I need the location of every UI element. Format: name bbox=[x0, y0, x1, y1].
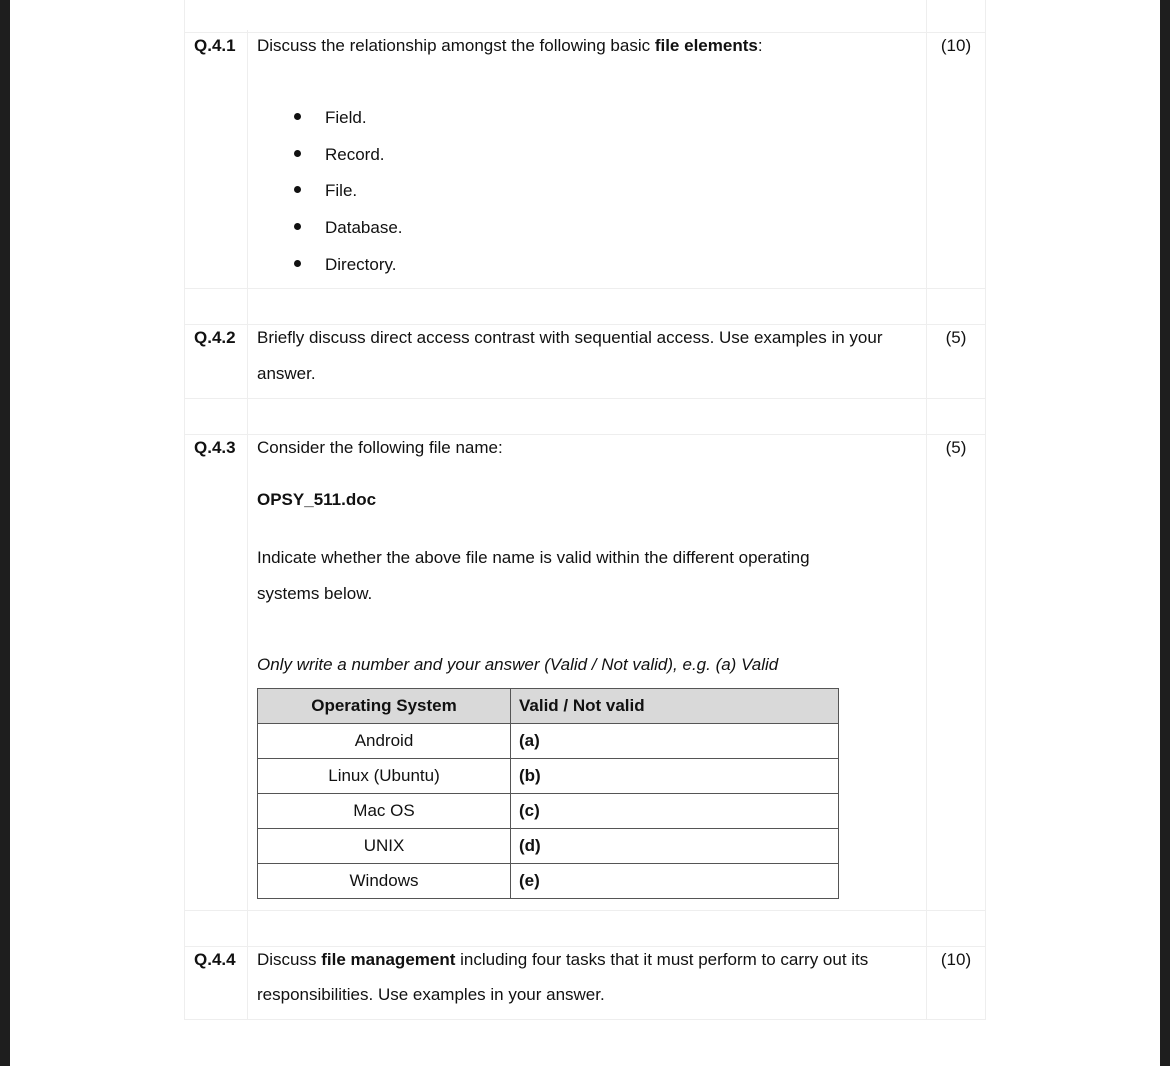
list-item: Field. bbox=[294, 108, 367, 128]
question-text: Discuss the relationship amongst the following basic file elements: bbox=[257, 36, 763, 55]
column-header-valid: Valid / Not valid bbox=[511, 689, 839, 724]
answer-label: (a) bbox=[511, 724, 839, 759]
question-text: systems below. bbox=[257, 584, 373, 603]
table-row bbox=[258, 794, 839, 829]
list-item: Directory. bbox=[294, 255, 396, 275]
question-marks: (5) bbox=[945, 328, 967, 347]
table-row bbox=[258, 829, 839, 864]
guide-line bbox=[184, 1019, 986, 1020]
bullet-icon bbox=[294, 113, 301, 120]
bullet-icon bbox=[294, 260, 301, 267]
question-number: Q.4.4 bbox=[194, 950, 236, 969]
question-text: responsibilities. Use examples in your answer. bbox=[257, 985, 605, 1004]
question-number: Q.4.2 bbox=[194, 328, 236, 347]
question-marks: (10) bbox=[940, 950, 972, 969]
guide-line bbox=[184, 0, 185, 1020]
bullet-icon bbox=[294, 150, 301, 157]
question-marks: (5) bbox=[945, 438, 967, 457]
os-name: UNIX bbox=[258, 829, 511, 864]
guide-line bbox=[247, 30, 248, 1020]
os-validity-table bbox=[257, 688, 839, 899]
question-marks: (10) bbox=[940, 36, 972, 55]
list-item: Database. bbox=[294, 218, 403, 238]
instruction-text: Only write a number and your answer (Valid / Not valid), e.g. (a) Valid bbox=[257, 655, 779, 674]
table-row bbox=[258, 724, 839, 759]
question-number: Q.4.1 bbox=[194, 36, 236, 55]
column-header-os: Operating System bbox=[258, 689, 511, 724]
answer-label: (b) bbox=[511, 759, 839, 794]
guide-line bbox=[985, 0, 986, 1020]
question-text: answer. bbox=[257, 364, 316, 383]
question-number: Q.4.3 bbox=[194, 438, 236, 457]
answer-label: (c) bbox=[511, 794, 839, 829]
guide-line bbox=[926, 0, 927, 1020]
answer-label: (d) bbox=[511, 829, 839, 864]
document-page bbox=[10, 0, 1160, 1066]
bullet-icon bbox=[294, 186, 301, 193]
guide-line bbox=[184, 434, 986, 435]
os-name: Mac OS bbox=[258, 794, 511, 829]
list-item: File. bbox=[294, 181, 357, 201]
question-text: Indicate whether the above file name is valid within the different operating bbox=[257, 548, 810, 567]
bullet-icon bbox=[294, 223, 301, 230]
guide-line bbox=[184, 288, 986, 289]
list-item: Record. bbox=[294, 145, 385, 165]
file-name: OPSY_511.doc bbox=[257, 490, 377, 509]
os-name: Linux (Ubuntu) bbox=[258, 759, 511, 794]
table-row bbox=[258, 759, 839, 794]
guide-line bbox=[184, 398, 986, 399]
question-text: Briefly discuss direct access contrast with sequential access. Use examples in your bbox=[257, 328, 883, 347]
guide-line bbox=[184, 324, 986, 325]
question-text: Consider the following file name: bbox=[257, 438, 503, 457]
guide-line bbox=[184, 910, 986, 911]
os-name: Windows bbox=[258, 864, 511, 899]
os-name: Android bbox=[258, 724, 511, 759]
answer-label: (e) bbox=[511, 864, 839, 899]
guide-line bbox=[184, 946, 986, 947]
question-text: Discuss file management including four tasks that it must perform to carry out its bbox=[257, 950, 869, 969]
table-row bbox=[258, 864, 839, 899]
table-header-row bbox=[258, 689, 839, 724]
guide-line bbox=[184, 32, 986, 33]
